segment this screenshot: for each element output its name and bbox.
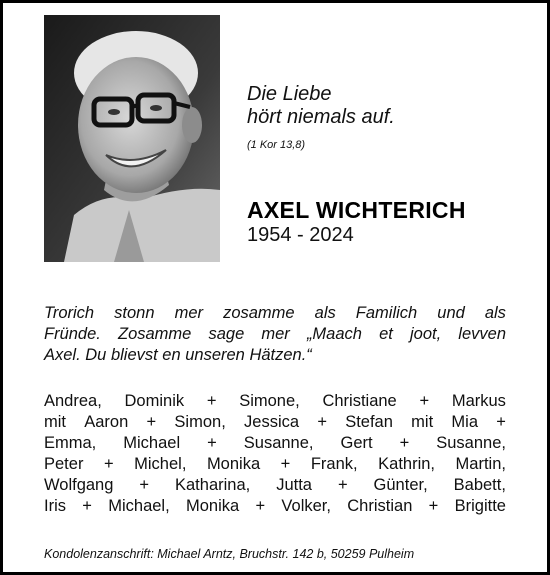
word: + (103, 455, 114, 473)
word: als (484, 304, 506, 322)
condolence-address: Kondolenzanschrift: Michael Arntz, Bruchstr. 142 b, 50259 Pulheim (44, 547, 415, 561)
mourners-line (44, 496, 506, 517)
word: + (206, 392, 217, 410)
word: Christiane (322, 392, 397, 410)
word: Iris (44, 497, 66, 515)
word: + (255, 497, 266, 515)
word: Katharina, (175, 476, 251, 494)
obituary-card (3, 3, 547, 572)
word: Michael, (108, 497, 170, 515)
portrait-image (44, 15, 220, 262)
word: mit (44, 413, 66, 431)
word: + (207, 434, 217, 452)
quote-line-2: hört niemals auf. (247, 106, 395, 128)
word: mit (411, 413, 434, 431)
word: Michael (123, 434, 181, 452)
mourners-line (44, 433, 506, 454)
quote-line-1: Die Liebe (247, 83, 332, 105)
word: Brigitte (454, 497, 506, 515)
message-line (44, 303, 506, 324)
word: Trorich (44, 304, 95, 322)
word: + (399, 434, 410, 452)
word: Simon, (174, 413, 226, 431)
mourners-list (44, 391, 506, 517)
word: zosamme (223, 304, 295, 322)
deceased-name: AXEL WICHTERICH (247, 197, 466, 223)
word: Monika (185, 497, 240, 515)
word: Jutta (276, 476, 312, 494)
word: + (82, 497, 92, 515)
word: Familich (355, 304, 418, 322)
word: joot, (409, 325, 442, 343)
word: mer (174, 304, 204, 322)
word: + (146, 413, 157, 431)
word: Wolfgang (44, 476, 114, 494)
word: Christian (347, 497, 413, 515)
word: Martin, (455, 455, 506, 473)
word: sage (208, 325, 245, 343)
quote-reference: (1 Kor 13,8) (247, 139, 306, 151)
word: + (139, 476, 150, 494)
word: Susanne, (243, 434, 314, 452)
word: als (314, 304, 336, 322)
word: + (496, 413, 506, 431)
word: Monika (206, 455, 261, 473)
word: „Maach (306, 325, 362, 343)
word: + (280, 455, 291, 473)
word: et (379, 325, 393, 343)
message-line (44, 324, 506, 345)
word: Markus (451, 392, 506, 410)
word: Simone, (239, 392, 300, 410)
portrait-photo (44, 15, 220, 262)
word: + (317, 413, 327, 431)
word: Andrea, (44, 392, 102, 410)
word: + (428, 497, 439, 515)
message-line: Axel. Du blievst en unseren Hätzen.“ (44, 346, 312, 364)
word: Volker, (281, 497, 331, 515)
word: Kathrin, (378, 455, 436, 473)
word: Dominik (124, 392, 185, 410)
word: Stefan (345, 413, 393, 431)
life-years: 1954 - 2024 (247, 224, 354, 246)
word: Susanne, (436, 434, 506, 452)
word: Emma, (44, 434, 97, 452)
word: levven (458, 325, 506, 343)
word: stonn (114, 304, 155, 322)
mourners-line (44, 475, 506, 496)
word: mer (261, 325, 290, 343)
mourners-line (44, 454, 506, 475)
word: Gert (340, 434, 373, 452)
word: Frank, (310, 455, 358, 473)
bible-quote (247, 83, 395, 151)
word: Zosamme (118, 325, 192, 343)
word: Fründe. (44, 325, 101, 343)
word: Peter (44, 455, 84, 473)
word: Aaron (84, 413, 129, 431)
word: + (337, 476, 348, 494)
word: und (437, 304, 465, 322)
word: Günter, (373, 476, 428, 494)
word: Michel, (134, 455, 187, 473)
word: Babett, (453, 476, 506, 494)
mourners-line (44, 412, 506, 433)
farewell-message (44, 303, 506, 366)
word: Mia (451, 413, 479, 431)
mourners-line (44, 391, 506, 412)
word: Jessica (244, 413, 300, 431)
word: + (419, 392, 430, 410)
